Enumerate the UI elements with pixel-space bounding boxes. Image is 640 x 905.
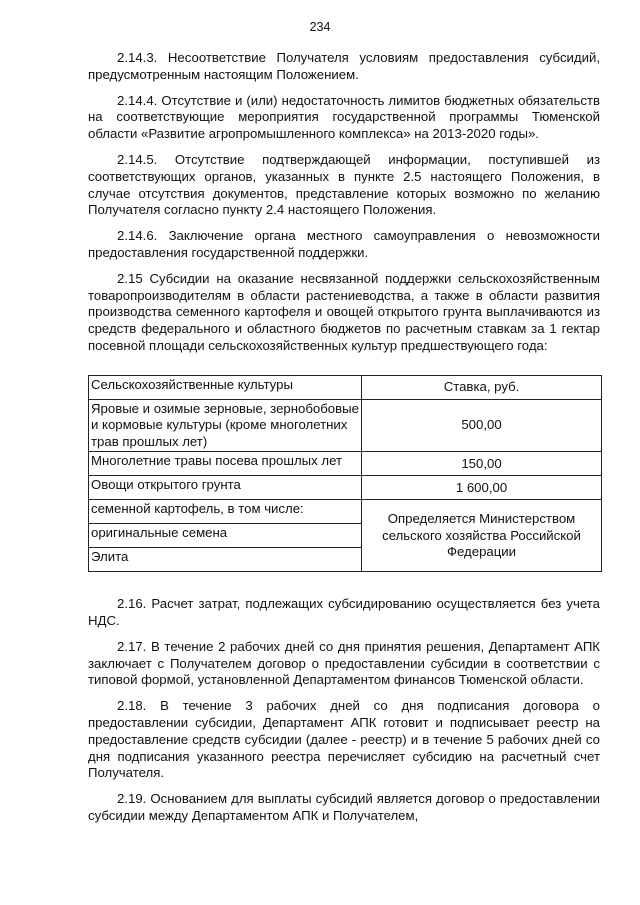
- rate-cell: 500,00: [362, 399, 602, 452]
- paragraph-2-16: 2.16. Расчет затрат, подлежащих субсидированию осуществляется без учета НДС.: [88, 596, 600, 629]
- table-row: [89, 399, 602, 452]
- crop-cell: Многолетние травы посева прошлых лет: [89, 452, 362, 476]
- paragraph-2-14-5: 2.14.5. Отсутствие подтверждающей информации, поступившей из соответствующих органов, указанных в пункте 2.5 настоящего Положения, в случае отсутствия документов, представление которых возможно по желанию Получателя согласно пункту 2.4 настоящего Положения.: [88, 151, 600, 218]
- rate-cell: 150,00: [362, 452, 602, 476]
- header-rate: Ставка, руб.: [362, 375, 602, 399]
- subsidy-rates-table: [88, 375, 602, 573]
- table-row: [89, 452, 602, 476]
- table-row: [89, 476, 602, 500]
- paragraph-2-17: 2.17. В течение 2 рабочих дней со дня принятия решения, Департамент АПК заключает с Получателем договор о предоставлении субсидии в соответствии с типовой формой, установленной Департаментом финансов Тюменской области.: [88, 638, 600, 688]
- potato-rate-cell: Определяется Министерством сельского хозяйства Российской Федерации: [362, 500, 602, 572]
- crop-cell: Овощи открытого грунта: [89, 476, 362, 500]
- paragraph-2-19: 2.19. Основанием для выплаты субсидий является договор о предоставлении субсидии между Департаментом АПК и Получателем,: [88, 791, 600, 824]
- crop-cell: оригинальные семена: [89, 524, 362, 548]
- crop-cell: семенной картофель, в том числе:: [89, 500, 362, 524]
- paragraph-2-14-3: 2.14.3. Несоответствие Получателя условиям предоставления субсидий, предусмотренным настоящим Положением.: [88, 50, 600, 82]
- crop-cell: Яровые и озимые зерновые, зернобобовые и кормовые культуры (кроме многолетних трав прошлых лет): [89, 399, 362, 452]
- table-row: [89, 500, 602, 524]
- paragraph-2-14-4: 2.14.4. Отсутствие и (или) недостаточность лимитов бюджетных обязательств на соответствующие мероприятия государственной программы Тюменской области «Развитие агропромышленного комплекса» на 2013-2020 годы».: [88, 92, 600, 142]
- document-body: [88, 50, 600, 834]
- table-header-row: [89, 375, 602, 399]
- crop-cell: Элита: [89, 548, 362, 572]
- paragraph-2-14-6: 2.14.6. Заключение органа местного самоуправления о невозможности предоставления государственной поддержки.: [88, 228, 600, 260]
- paragraph-2-15: 2.15 Субсидии на оказание несвязанной поддержки сельскохозяйственным товаропроизводителям в области растениеводства, а также в области развития производства семенного картофеля и овощей открытого грунта выплачиваются из средств федерального и областного бюджетов по расчетным ставкам за 1 гектар посевной площади сельскохозяйственных культур предшествующего года:: [88, 270, 600, 353]
- page-number: 234: [309, 20, 331, 34]
- rate-cell: 1 600,00: [362, 476, 602, 500]
- paragraph-2-18: 2.18. В течение 3 рабочих дней со дня подписания договора о предоставлении субсидии, Департамент АПК готовит и подписывает реестр на предоставление средств субсидии (далее - реестр) и в течение 5 рабочих дней со дня подписания указанного реестра перечисляет субсидию на расчетный счет Получателя.: [88, 698, 600, 781]
- header-crops: Сельскохозяйственные культуры: [89, 375, 362, 399]
